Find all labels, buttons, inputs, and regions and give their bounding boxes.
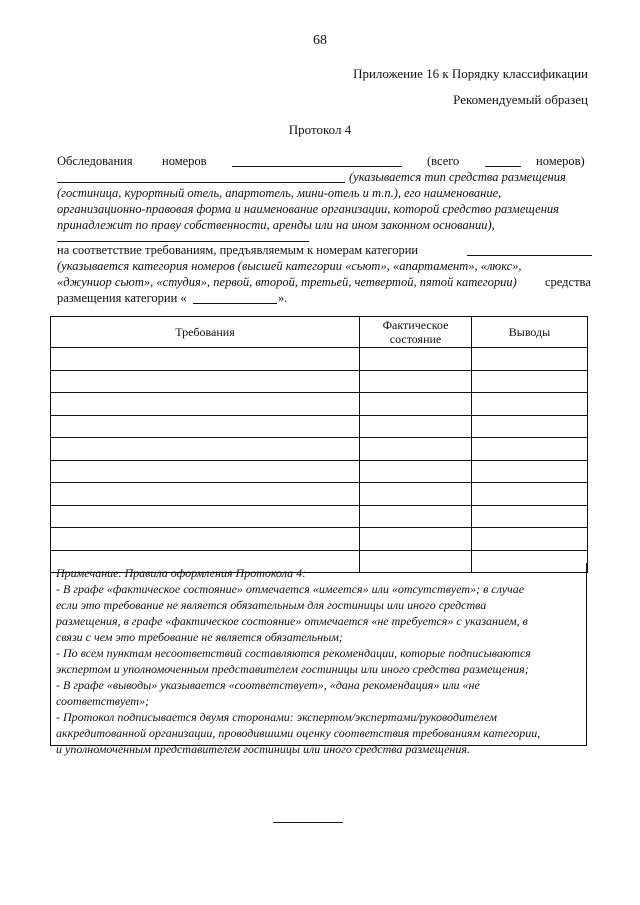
conclusion-cell[interactable] [472,415,588,438]
protocol-title: Протокол 4 [288,122,352,137]
rooms-blank[interactable] [232,166,402,167]
conclusion-cell[interactable] [472,505,588,528]
requirement-cell[interactable] [51,528,360,551]
note-line-9: соответствует»; [56,694,150,708]
conclusion-cell[interactable] [472,393,588,416]
actual-state-cell[interactable] [360,393,472,416]
bottom-divider [273,822,343,823]
facility-type-blank[interactable] [57,182,345,183]
note-line-7 [56,661,580,677]
survey-label: Обследования [57,154,133,168]
facility-category-label: размещения категории « [57,291,187,305]
intro-line-4 [57,201,592,218]
note-line-6 [56,645,580,661]
note-line-12: и уполномоченным представителем гостиницы или иного средства размещения. [56,742,470,756]
note-line-5: связи с чем это требование не является обязательным; [56,630,343,644]
conclusion-cell[interactable] [472,438,588,461]
actual-state-cell[interactable] [360,415,472,438]
note-line-4-text: размещения, в графе «фактическое состояние» отмечается «не требуется» с указанием, в [56,614,528,628]
room-category-blank[interactable] [467,255,592,256]
conclusion-cell[interactable] [472,348,588,371]
page-number: 68 [313,33,327,48]
facility-word: средства [545,275,591,289]
conclusion-cell[interactable] [472,370,588,393]
intro-line-2 [57,169,592,186]
total-count-blank[interactable] [485,166,521,167]
actual-state-cell[interactable] [360,370,472,393]
facility-category-blank[interactable] [193,303,277,304]
actual-state-cell[interactable] [360,528,472,551]
intro-line-5 [57,217,592,234]
note-line-11-text: аккредитованной организации, проводившими оценку соответствия требованиям категории, [56,726,541,740]
note-line-10-text: - Протокол подписывается двумя сторонами: экспертом/экспертами/руководителем [56,710,497,724]
requirement-cell[interactable] [51,483,360,506]
note-line-11 [56,725,580,741]
note-line-2 [56,581,580,597]
facility-type-hint: (указывается тип средства размещения [349,170,566,184]
requirement-cell[interactable] [51,370,360,393]
note-line-7-text: экспертом и уполномоченным представителем гостиницы или иного средства размещения; [56,662,529,676]
appendix-reference: Приложение 16 к Порядку классификации [353,66,588,81]
table-row [51,505,588,528]
note-line-2-text: - В графе «фактическое состояние» отмечается «имеется» или «отсутствует»; в случае [56,582,525,596]
requirement-cell[interactable] [51,438,360,461]
table-row [51,415,588,438]
category-hint-2: «джуниор сьют», «студия», первой, второй, третьей, четвертой, пятой категории) [57,275,517,289]
requirement-cell[interactable] [51,460,360,483]
requirements-table [50,316,588,573]
requirement-cell[interactable] [51,348,360,371]
intro-line-1 [57,153,592,170]
facility-category-close: ». [278,291,288,305]
note-line-3-text: если это требование не является обязательным для гостиницы или иного средства [56,598,487,612]
note-line-3 [56,597,580,613]
table-row [51,370,588,393]
intro-line-3 [57,185,592,202]
requirement-cell[interactable] [51,393,360,416]
conclusion-cell[interactable] [472,528,588,551]
recommended-sample-label: Рекомендуемый образец [453,92,588,107]
conclusion-cell[interactable] [472,483,588,506]
actual-state-cell[interactable] [360,505,472,528]
header-actual-state-line2: состояние [389,332,442,346]
actual-state-cell[interactable] [360,460,472,483]
table-row [51,348,588,371]
table-row [51,483,588,506]
note-line-8-text: - В графе «выводы» указывается «соответствует», «дана рекомендация» или «не [56,678,480,692]
requirement-cell[interactable] [51,415,360,438]
table-header-row [51,317,588,348]
compliance-text: на соответствие требованиям, предъявляемым к номерам категории [57,243,419,257]
requirements-table-body [51,348,588,573]
intro-line-7 [57,258,592,275]
note-line-6-text: - По всем пунктам несоответствий составляются рекомендации, которые подписываются [56,646,531,660]
intro-line-6 [57,242,592,259]
actual-state-cell[interactable] [360,438,472,461]
table-row [51,460,588,483]
note-line-10 [56,709,580,725]
actual-state-cell[interactable] [360,483,472,506]
header-requirements: Требования [51,317,360,348]
actual-state-cell[interactable] [360,348,472,371]
intro-line-9 [57,290,592,307]
total-label: (всего [427,154,460,168]
intro-line-4-text: организационно-правовая форма и наименование организации, которой средство размещения [57,202,559,216]
intro-line-8 [57,274,592,291]
table-row [51,528,588,551]
header-conclusions: Выводы [472,317,588,348]
table-row [51,393,588,416]
rooms-label: номеров [162,154,207,168]
intro-line-5-text: принадлежит по праву собственности, аренды или на ином законном основании), [57,218,495,232]
header-actual-state [360,317,472,348]
conclusion-cell[interactable] [472,460,588,483]
note-line-8 [56,677,580,693]
category-hint-1: (указывается категория номеров (высшей категории «сьют», «апартамент», «люкс», [57,259,522,273]
requirement-cell[interactable] [51,505,360,528]
note-title: Примечание. Правила оформления Протокола 4: [56,566,307,580]
note-line-4 [56,613,580,629]
intro-line-3-text: (гостиница, курортный отель, апартотель, мини-отель и т.п.), его наименование, [57,186,502,200]
header-actual-state-line1: Фактическое [382,318,449,332]
table-row [51,438,588,461]
rooms-close-label: номеров) [536,154,585,168]
